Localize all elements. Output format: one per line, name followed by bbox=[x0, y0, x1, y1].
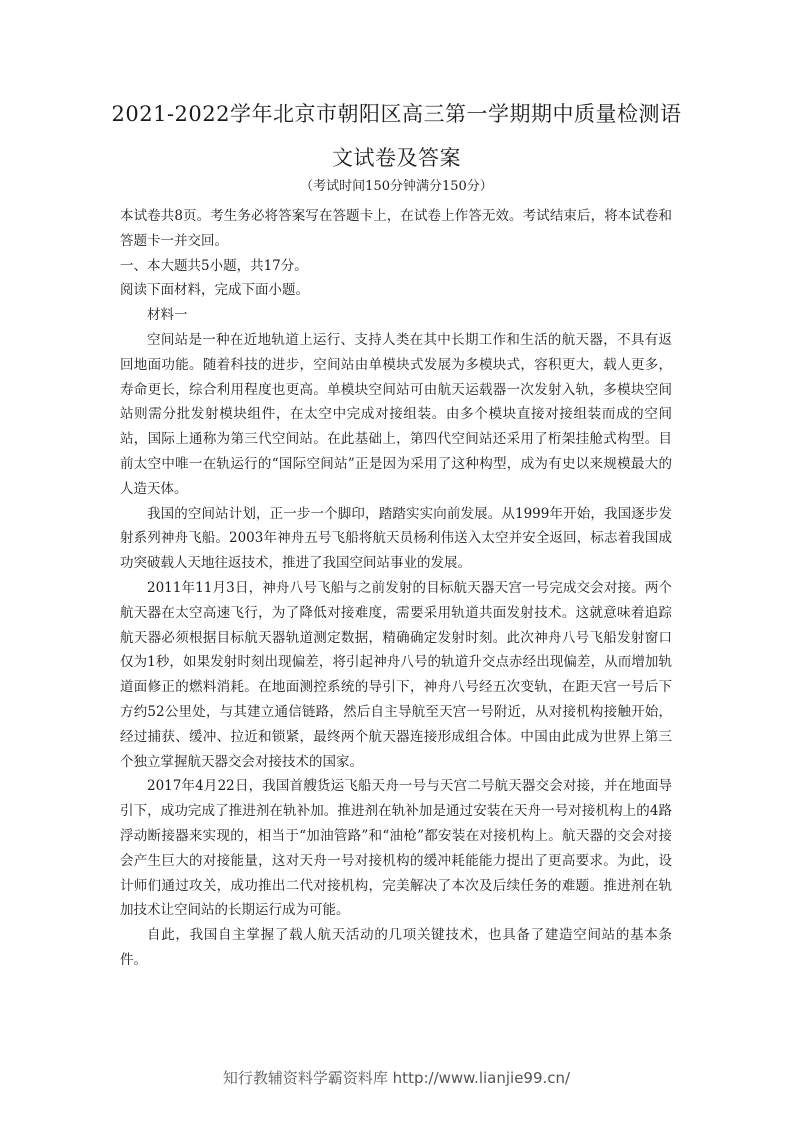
material-label: 材料一 bbox=[147, 307, 188, 324]
footer-watermark-text: 知行教辅资料学霸资料库 http://www.lianjie99.cn/ bbox=[222, 1069, 571, 1087]
exam-time-note: （考试时间150分钟满分150分） bbox=[300, 179, 493, 194]
paragraph-1: 空间站是一种在近地轨道上运行、支持人类在其中长期工作和生活的航天器，不具有返回地面功能。随着科技的进步，空间站由单模块式发展为多模块式，容积更大，载人更多，寿命更长，综合利用程度也更高。单模块空间站可由航天运载器一次发射入轨，多模块空间站则需分批发射模块组件，在太空中完成对接组装。由多个模块直接对接组装而成的空间站，国际上通称为第三代空间站。在此基础上，第四代空间站还采用了桁架挂舱式构型。目前太空中唯一在轨运行的“国际空间站”正是因为采用了这种构型，成为有史以来规模最大的人造天体。 bbox=[120, 331, 672, 497]
document-title bbox=[60, 92, 733, 180]
paragraph-5: 自此，我国自主掌握了载人航天活动的几项关键技术，也具备了建造空间站的基本条件。 bbox=[120, 927, 672, 968]
paragraph-2: 我国的空间站计划，正一步一个脚印，踏踏实实向前发展。从1999年开始，我国逐步发射系列神舟飞船。2003年神舟五号飞船将航天员杨利伟送入太空并安全返回，标志着我国成功突破载人天地往返技术，推进了我国空间站事业的发展。 bbox=[120, 505, 672, 572]
title-line-2: 文试卷及答案 bbox=[332, 146, 461, 170]
instruction-text: 阅读下面材料，完成下面小题。 bbox=[120, 282, 309, 299]
section-heading: 一、本大题共5小题，共17分。 bbox=[120, 257, 308, 274]
paragraph-4: 2017年4月22日，我国首艘货运飞船天舟一号与天宫二号航天器交会对接，并在地面导引下，成功完成了推进剂在轨补加。推进剂在轨补加是通过安装在天舟一号对接机构上的4路浮动断接器来实现的，相当于“加油管路”和“油枪”都安装在对接机构上。航天器的交会对接会产生巨大的对接能量，这对天舟一号对接机构的缓冲耗能能力提出了更高要求。为此，设计师们通过攻关，成功推出二代对接机构，完美解决了本次及后续任务的难题。推进剂在轨加技术让空间站的长期运行成为可能。 bbox=[120, 778, 672, 919]
intro-text: 本试卷共8页。考生务必将答案写在答题卡上，在试卷上作答无效。考试结束后，将本试卷和答题卡一并交回。 bbox=[120, 208, 672, 249]
document-body bbox=[120, 204, 672, 973]
title-line-1: 2021-2022学年北京市朝阳区高三第一学期期中质量检测语 bbox=[111, 102, 682, 126]
paragraph-3: 2011年11月3日，神舟八号飞船与之前发射的目标航天器天宫一号完成交会对接。两个航天器在太空高速飞行，为了降低对接难度，需要采用轨道共面发射技术。这就意味着追踪航天器必须根据目标航天器轨道测定数据，精确确定发射时刻。此次神舟八号飞船发射窗口仅为1秒，如果发射时刻出现偏差，将引起神舟八号的轨道升交点赤经出现偏差，从而增加轨道面修正的燃料消耗。在地面测控系统的导引下，神舟八号经五次变轨，在距天宫一号后下方约52公里处，与其建立通信链路，然后自主导航至天宫一号附近，从对接机构接触开始，经过捕获、缓冲、拉近和锁紧，最终两个航天器连接形成组合体。中国由此成为世界上第三个独立掌握航天器交会对接技术的国家。 bbox=[120, 579, 672, 770]
